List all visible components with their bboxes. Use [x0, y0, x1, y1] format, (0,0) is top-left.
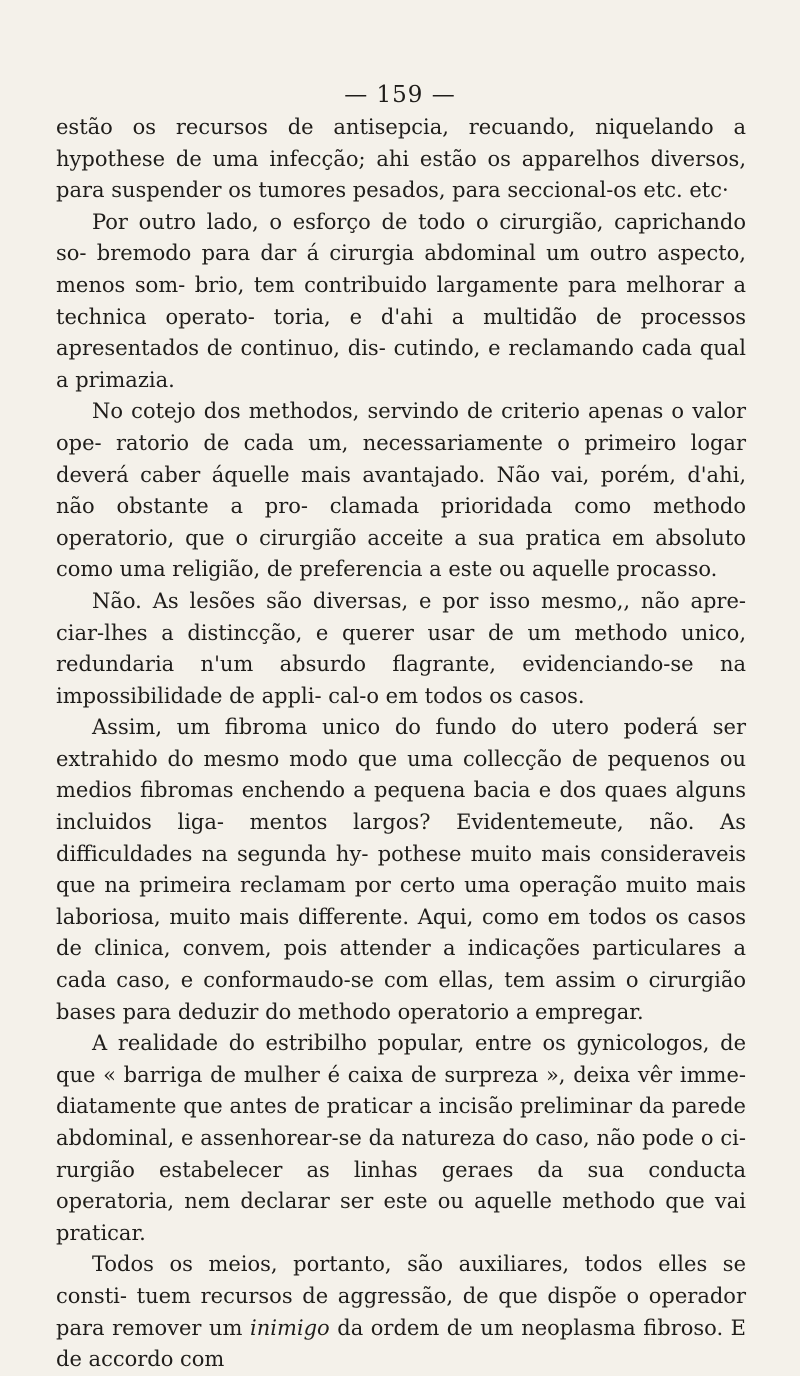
paragraph-7 — [56, 1249, 746, 1375]
paragraph-7-after: da ordem de um neoplasma fibroso. E de accordo com — [56, 1315, 747, 1372]
paragraph-5: Assim, um fibroma unico do fundo do utero poderá ser extrahido do mesmo modo que uma collecção de pequenos ou medios fibromas enchendo a pequena bacia e dos quaes alguns incluidos liga- mentos largos? Evidentemeute, não. As difficuldades na segunda hy- pothese muito mais consideraveis que na primeira reclamam por certo uma operação muito mais laboriosa, muito mais differente. Aqui, como em todos os casos de clinica, convem, pois attender a indicações particulares a cada caso, e conformaudo-se com ellas, tem assim o cirurgião bases para deduzir do methodo operatorio a empregar. — [56, 715, 746, 1024]
page-number: — 159 — — [344, 82, 456, 108]
paragraph-1: estão os recursos de antisepcia, recuando, niquelando a hypothese de uma infecção; ahi estão os apparelhos diversos, para suspender os tumores pesados, para seccional-os etc. etc· — [56, 115, 746, 203]
paragraph-2: Por outro lado, o esforço de todo o cirurgião, caprichando so- bremodo para dar á cirurgia abdominal um outro aspecto, menos som- brio, tem contribuido largamente para melhorar a technica operato- toria, e d'ahi a multidão de processos apresentados de continuo, dis- cutindo, e reclamando cada qual a primazia. — [56, 209, 746, 392]
paragraph-3: No cotejo dos methodos, servindo de criterio apenas o valor ope- ratorio de cada um, necessariamente o primeiro logar deverá caber áquelle mais avantajado. Não vai, porém, d'ahi, não obstante a pro- clamada prioridada como methodo operatorio, que o cirurgião acceite a sua pratica em absoluto como uma religião, de preferencia a este ou aquelle procasso. — [56, 399, 746, 582]
paragraph-7-italic: inimigo — [250, 1315, 330, 1340]
paragraph-7-before: Todos os meios, portanto, são auxiliares, todos elles se consti- tuem recursos de aggressão, de que dispõe o operador para remover um — [56, 1252, 746, 1340]
paragraph-6: A realidade do estribilho popular, entre os gynicologos, de que « barriga de mulher é caixa de surpreza », deixa vêr imme- diatamente que antes de praticar a incisão preliminar da parede abdominal, e assenhorear-se da natureza do caso, não pode o ci- rurgião estabelecer as linhas geraes da sua conducta operatoria, nem declarar ser este ou aquelle methodo que vai praticar. — [56, 1031, 746, 1245]
body-text — [56, 112, 746, 1376]
paragraph-4: Não. As lesões são diversas, e por isso mesmo,, não apre- ciar-lhes a distincção, e querer usar de um methodo unico, redundaria n'um absurdo flagrante, evidenciando-se na impossibilidade de appli- cal-o em todos os casos. — [56, 588, 746, 708]
